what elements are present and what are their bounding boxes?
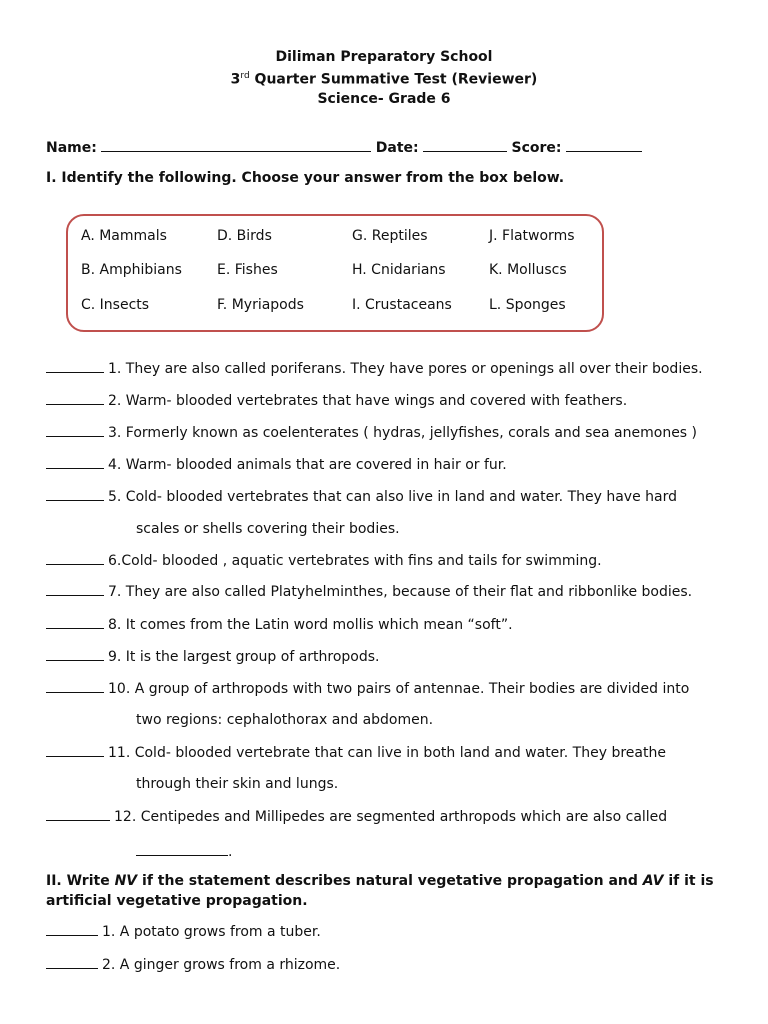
choice-item: G. Reptiles [352,228,428,244]
answer-blank[interactable] [46,955,98,969]
period-text: . [228,844,233,860]
question-item [46,391,627,411]
question-text: 9. It is the largest group of arthropods. [108,649,380,665]
question-item [46,615,513,635]
choice-item: F. Myriapods [217,297,304,313]
section1-title: I. Identify the following. Choose your answer from the box below. [46,170,565,186]
question-text: 12. Centipedes and Millipedes are segmented arthropods which are also called [114,809,668,825]
question-item [46,487,677,507]
answer-blank[interactable] [46,551,104,565]
school-name: Diliman Preparatory School [275,49,493,65]
question-text: 2. A ginger grows from a rhizome. [102,957,341,973]
choice-item: K. Molluscs [489,262,567,278]
subject-grade: Science- Grade 6 [317,90,451,107]
question-continuation: through their skin and lungs. [136,776,339,792]
answer-blank[interactable] [46,807,110,821]
question-item [46,359,703,379]
choice-item: A. Mammals [81,228,167,244]
score-field[interactable] [566,137,642,152]
question-text: 4. Warm- blooded animals that are covered in hair or fur. [108,457,507,473]
section2-title-text: if the statement describes natural vegetative propagation and [137,873,643,889]
section2-title-text: II. Write [46,873,115,889]
question-item [46,807,667,827]
student-info-line [46,137,642,156]
choice-item: J. Flatworms [489,228,575,244]
section2-title [46,871,726,911]
answer-blank[interactable] [46,582,104,596]
answer-blank[interactable] [46,359,104,373]
answer-blank[interactable] [46,679,104,693]
answer-blank[interactable] [46,391,104,405]
date-field[interactable] [423,137,507,152]
choice-item: D. Birds [217,228,272,244]
question-item [46,955,340,975]
question-text: 7. They are also called Platyhelminthes, because of their flat and ribbonlike bodies. [108,584,693,600]
question-item [46,647,380,667]
question-text: 2. Warm- blooded vertebrates that have wings and covered with feathers. [108,393,628,409]
question-text: 11. Cold- blooded vertebrate that can live in both land and water. They breathe [108,745,666,761]
question-text: 1. A potato grows from a tuber. [102,924,321,940]
fill-in-blank[interactable] [136,841,228,856]
question-text: 8. It comes from the Latin word mollis which mean “soft”. [108,617,513,633]
question-text: 10. A group of arthropods with two pairs of antennae. Their bodies are divided into [108,681,690,697]
choice-item: E. Fishes [217,262,278,278]
question-item [46,582,692,602]
question-text: 5. Cold- blooded vertebrates that can also live in land and water. They have hard [108,489,677,505]
question-text: 3. Formerly known as coelenterates ( hydras, jellyfishes, corals and sea anemones ) [108,425,698,441]
quarter-number: 3 [230,71,241,88]
choice-item: B. Amphibians [81,262,182,278]
choice-item: I. Crustaceans [352,297,452,313]
score-label: Score: [511,140,562,156]
answer-blank[interactable] [46,647,104,661]
question-continuation: scales or shells covering their bodies. [136,521,400,537]
answer-blank[interactable] [46,455,104,469]
question-continuation [136,841,232,860]
av-code: AV [642,873,664,889]
test-title [0,67,768,90]
question-continuation: two regions: cephalothorax and abdomen. [136,712,434,728]
answer-blank[interactable] [46,615,104,629]
choice-item: L. Sponges [489,297,566,313]
name-label: Name: [46,140,97,156]
answer-blank[interactable] [46,743,104,757]
section2-title-text: if it is artificial vegetative propagation. [46,873,714,909]
question-text: 6.Cold- blooded , aquatic vertebrates with fins and tails for swimming. [108,553,602,569]
question-item [46,551,602,571]
choice-item: H. Cnidarians [352,262,446,278]
answer-blank[interactable] [46,922,98,936]
test-title-text: Quarter Summative Test (Reviewer) [249,71,538,88]
question-text: 1. They are also called poriferans. They have pores or openings all over their bodies. [108,361,703,377]
nv-code: NV [114,873,138,889]
document-header [0,48,768,109]
choice-item: C. Insects [81,297,150,313]
question-item [46,743,666,763]
question-item [46,679,689,699]
answer-blank[interactable] [46,487,104,501]
question-item [46,423,697,443]
answer-blank[interactable] [46,423,104,437]
name-field[interactable] [101,137,371,152]
question-item [46,455,507,475]
quarter-suffix: rd [240,71,250,81]
date-label: Date: [375,140,419,156]
question-item [46,922,321,942]
